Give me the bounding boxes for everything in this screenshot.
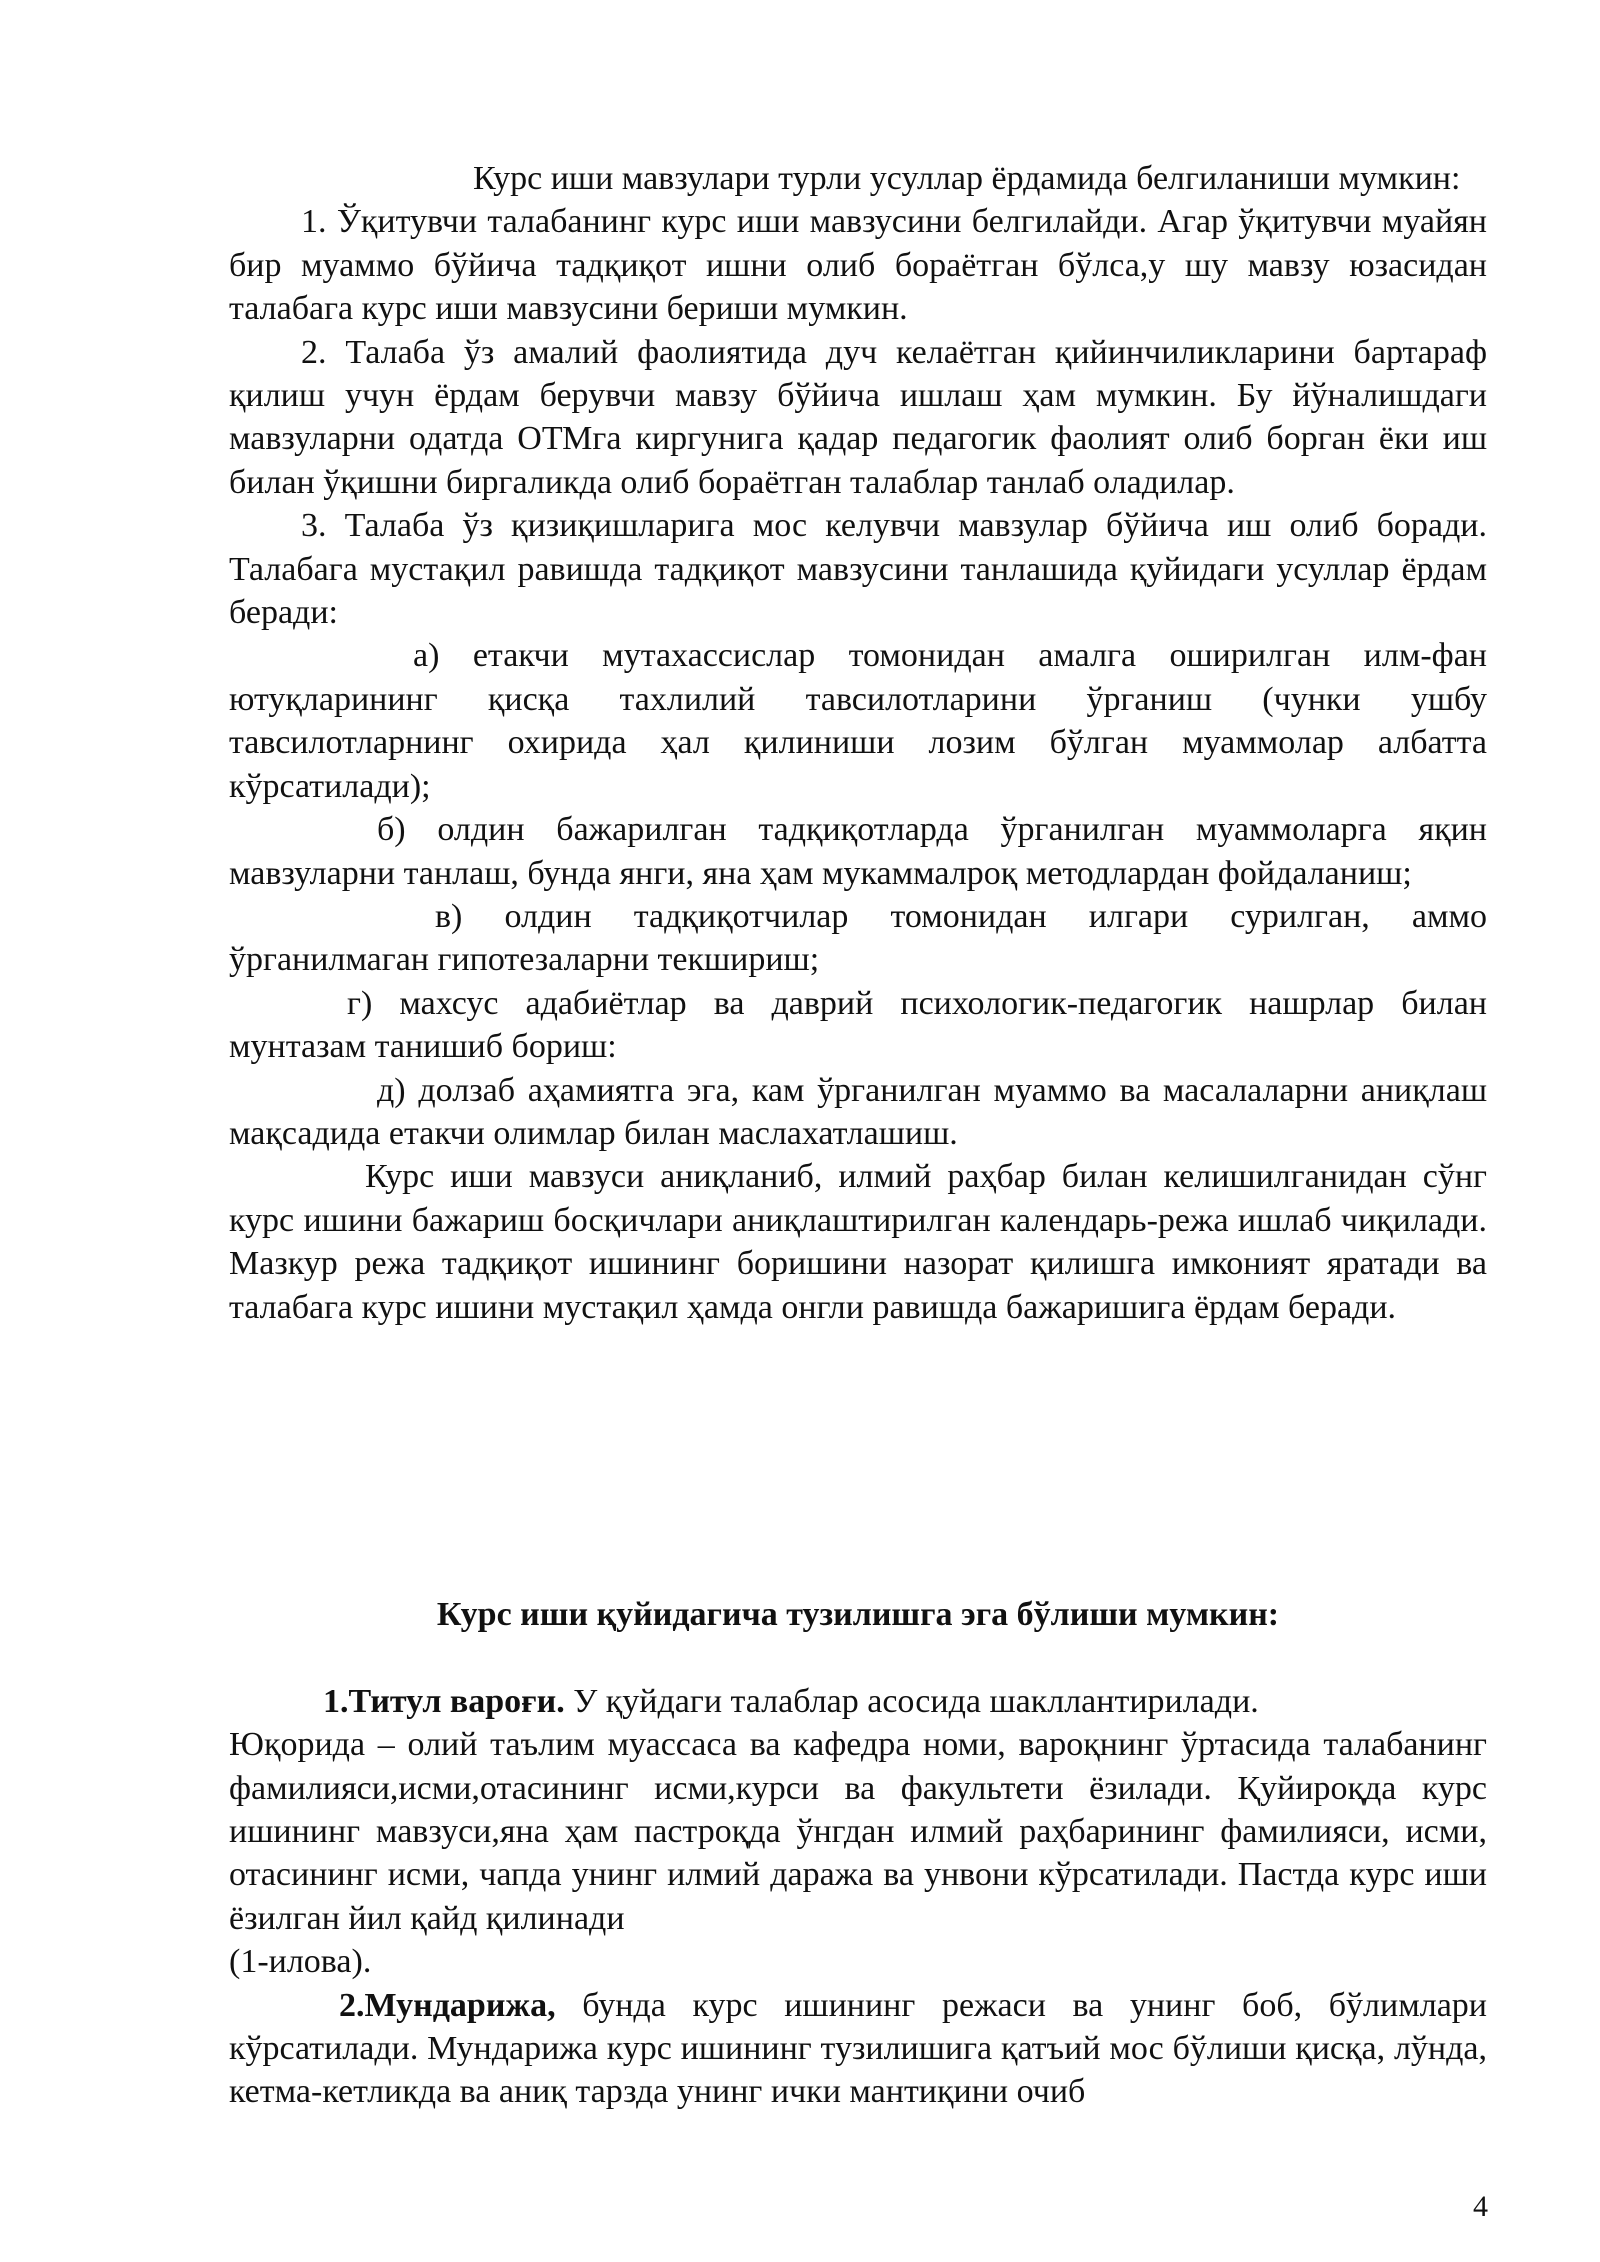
section-heading: Курс иши қуйидагича тузилишга эга бўлиши мумкин: — [436, 1596, 1280, 1633]
title-page-label: 1.Титул вароғи. — [323, 1682, 565, 1720]
contents-text: бунда курс ишининг режаси ва унинг боб, бўлимлари кўрсатилади. Мундарижа курс ишининг тузилишига қатъий мос бўлиши қисқа, лўнда, кетма-кетликда ва аниқ тарзда унинг ички мантиқини очиб — [229, 1986, 1487, 2111]
list-item-1: 1. Ўқитувчи талабанинг курс иши мавзусини белгилайди. Агар ўқитувчи муайян бир муаммо бўйича тадқиқот ишни олиб бораётган бўлса,у шу мавзу юзасидан талабага курс иши мавзусини бериши мумкин. — [229, 203, 1487, 328]
title-page-ref: (1-илова). — [229, 1943, 372, 1981]
list-item-3: 3. Талаба ўз қизиқишларига мос келувчи мавзулар бўйича иш олиб боради. Талабага мустақил равишда тадқиқот мавзусини танлашида қуйидаги усуллар ёрдам беради: — [229, 507, 1487, 632]
sub-item-a: а) етакчи мутахассислар томонидан амалга оширилган илм-фан ютуқларининг қисқа тахлилий тавсилотларини ўрганиш (чунки ушбу тавсилотларнинг охирида ҳал қилиниши лозим бўлган муаммолар албатта кўрсатилади); — [229, 637, 1487, 805]
sub-item-g: г) махсус адабиётлар ва даврий психологик-педагогик нашрлар билан мунтазам танишиб бориш: — [229, 984, 1487, 1066]
title-page-body: Юқорида – олий таълим муассаса ва кафедра номи, вароқнинг ўртасида талабанинг фамилияси,исми,отасининг исми,курси ва факультети ёзилади. Қуйироқда курс ишининг мавзуси,яна ҳам пастроқда ўнгдан илмий раҳбарининг фамилияси, исми, отасининг исми, чапда унинг илмий даража ва унвони кўрсатилади. Пастда курс иши ёзилган йил қайд қилинади — [229, 1726, 1487, 1937]
structure-section — [229, 1593, 1487, 2114]
intro-paragraph: Курс иши мавзулари турли усуллар ёрдамида белгиланиши мумкин: — [473, 160, 1461, 197]
contents-item — [229, 1984, 1487, 2114]
sub-item-d: д) долзаб аҳамиятга эга, кам ўрганилган муаммо ва масалаларни аниқлаш мақсадида етакчи олимлар билан маслахатлашиш. — [229, 1071, 1487, 1152]
title-page-text: У қуйдаги талаблар асосида шакллантирилади. — [564, 1682, 1259, 1720]
sub-item-b: б) олдин бажарилган тадқиқотларда ўрганилган муаммоларга яқин мавзуларни танлаш, бунда янги, яна ҳам мукаммалроқ методлардан фойдаланиш; — [229, 811, 1487, 892]
page-number: 4 — [1473, 2190, 1488, 2223]
contents-label: 2.Мундарижа, — [339, 1986, 556, 2024]
list-item-2: 2. Талаба ўз амалий фаолиятида дуч келаётган қийинчиликларини бартараф қилиш учун ёрдам берувчи мавзу бўйича ишлаш ҳам мумкин. Бу йўналишдаги мавзуларни одатда ОТМга киргунига қадар педагогик фаолият олиб борган ёки иш билан ўқишни биргаликда олиб бораётган талаблар танлаб оладилар. — [229, 333, 1487, 501]
sub-item-v: в) олдин тадқиқотчилар томонидан илгари сурилган, аммо ўрганилмаган гипотезаларни текшириш; — [229, 897, 1487, 979]
title-page-item — [229, 1680, 1487, 1723]
closing-paragraph: Курс иши мавзуси аниқланиб, илмий раҳбар билан келишилганидан сўнг курс ишини бажариш босқичлари аниқлаштирилган календарь-режа ишлаб чиқилади. Мазкур режа тадқиқот ишининг боришини назорат қилишга имконият яратади ва талабага курс ишини мустақил ҳамда онгли равишда бажаришига ёрдам беради. — [229, 1158, 1487, 1326]
main-text — [229, 157, 1487, 1329]
